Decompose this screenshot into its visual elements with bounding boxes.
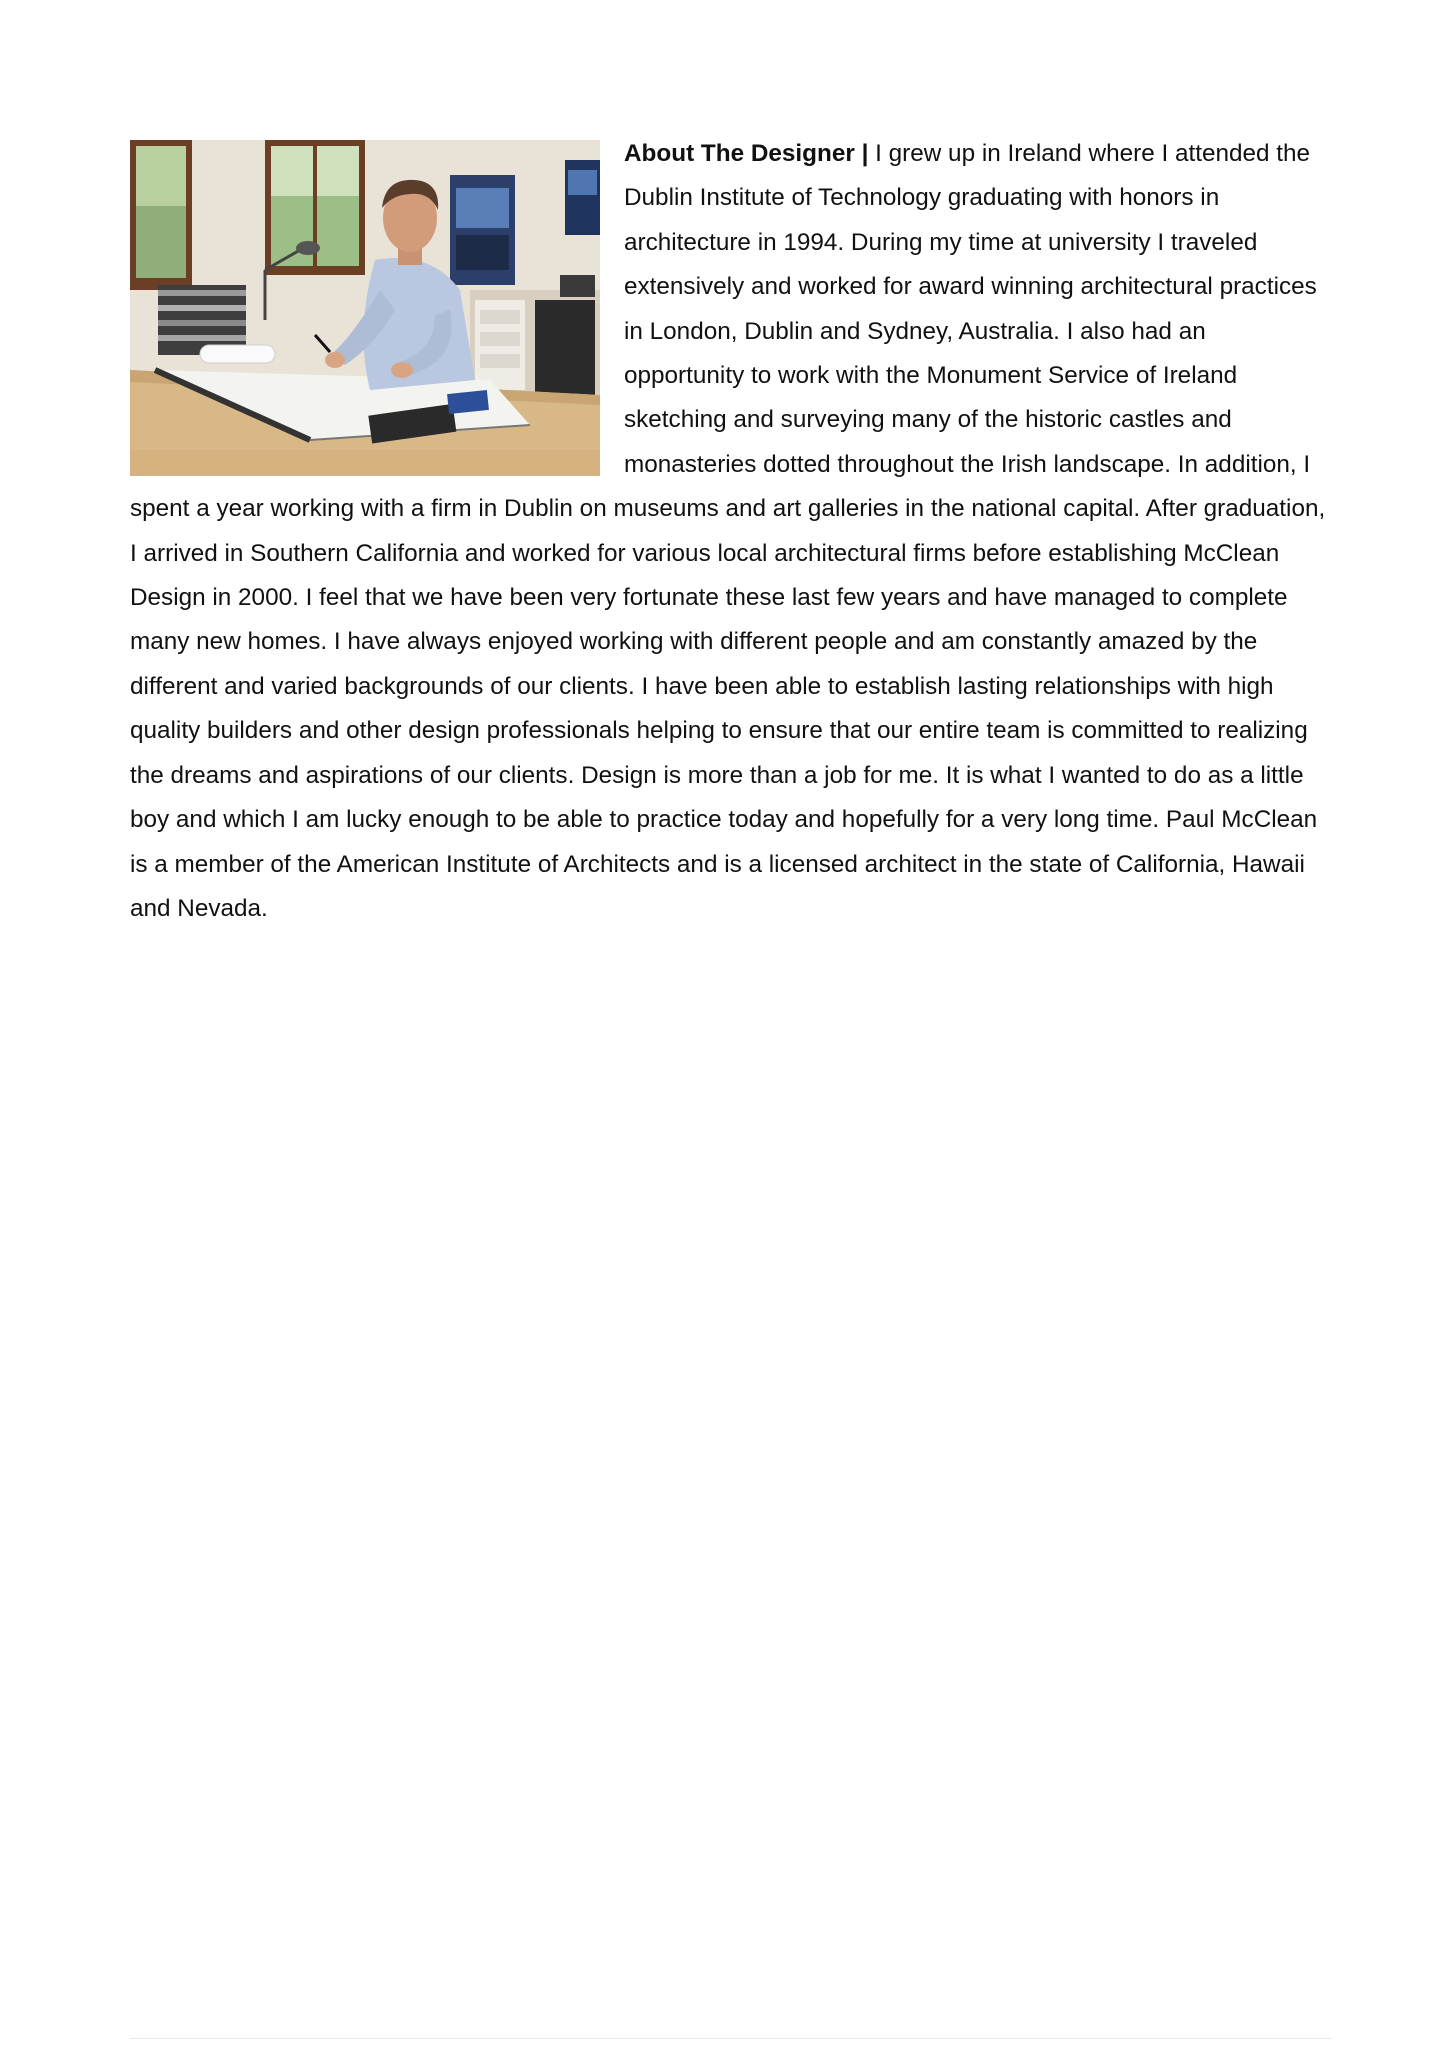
bio-text: I grew up in Ireland where I attended the Dublin Institute of Technology graduating with honors in architecture in 1994. During my time at university I traveled extensively and worked for award winning architectural practices in London, Dublin and Sydney, Australia. I also had an opportunity to work with the Monument Service of Ireland sketching and surveying many of the historic castles and monasteries dotted throughout the Irish landscape. In addition, I spent a year working with a firm in Dublin on museums and art galleries in the national capital. After graduation, I arrived in Southern California and worked for various local architectural firms before establishing McClean Design in 2000. I feel that we have been very fortunate these last few years and have managed to complete many new homes. I have always enjoyed working with different people and am constantly amazed by the different and varied backgrounds of our clients. I have been able to establish lasting relationships with high quality builders and other design professionals helping to ensure that our entire team is committed to realizing the dreams and aspirations of our clients. Design is more than a job for me. It is what I wanted to do as a little boy and which I am lucky enough to be able to practice today and hopefully for a very long time. Paul McClean is a member of the American Institute of Architects and is a licensed architect in the state of California, Hawaii and Nevada. — [130, 140, 1326, 922]
footer-divider — [130, 2038, 1332, 2039]
bio-heading: About The Designer | — [624, 140, 869, 167]
designer-photo — [130, 140, 600, 476]
bio-section — [130, 140, 1332, 931]
